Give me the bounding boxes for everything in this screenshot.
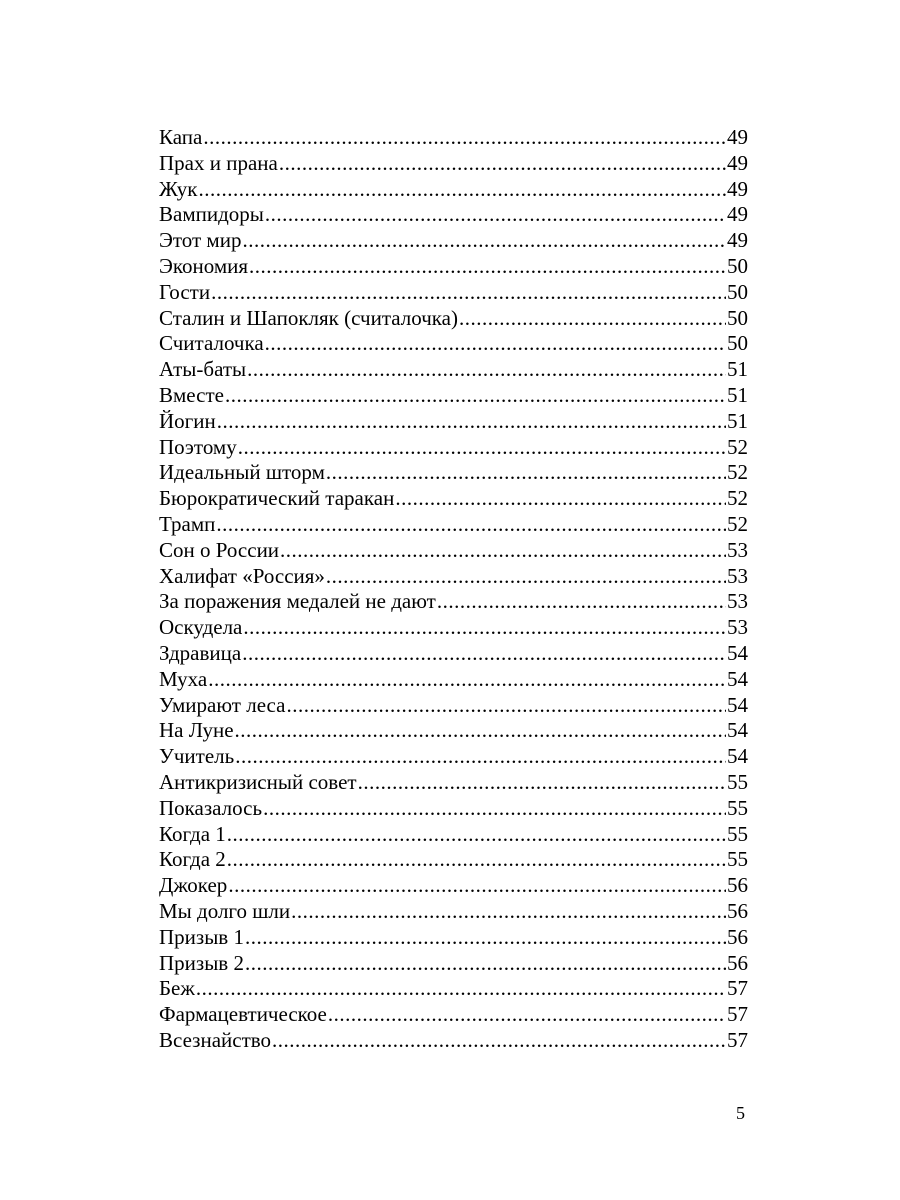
toc-dot-leader — [249, 254, 726, 280]
toc-entry — [159, 280, 748, 306]
toc-dot-leader — [235, 744, 726, 770]
toc-entry-title: Трамп — [159, 511, 216, 536]
toc-entry — [159, 1028, 748, 1054]
toc-entry — [159, 228, 748, 254]
toc-entry-page: 57 — [727, 976, 748, 1001]
toc-entry-page: 53 — [727, 563, 748, 588]
toc-entry-page: 54 — [727, 640, 748, 665]
toc-entry-page: 55 — [727, 821, 748, 846]
toc-entry-page: 56 — [727, 873, 748, 898]
toc-entry-title: Экономия — [159, 253, 249, 278]
toc-entry-title: Показалось — [159, 795, 263, 820]
toc-entry-page: 50 — [727, 279, 748, 304]
toc-entry-page: 52 — [727, 434, 748, 459]
toc-entry-page: 52 — [727, 511, 748, 536]
toc-dot-leader — [208, 667, 726, 693]
toc-dot-leader — [280, 538, 726, 564]
toc-entry-title: Вампидоры — [159, 202, 264, 227]
toc-entry-title: За поражения медалей не дают — [159, 589, 436, 614]
toc-dot-leader — [291, 899, 726, 925]
toc-entry-title: Умирают леса — [159, 692, 286, 717]
toc-entry — [159, 744, 748, 770]
toc-entry-title: Поэтому — [159, 434, 237, 459]
toc-entry — [159, 564, 748, 590]
toc-entry-title: Мы долго шли — [159, 898, 291, 923]
toc-entry — [159, 770, 748, 796]
toc-entry-title: Сталин и Шапокляк (считалочка) — [159, 305, 458, 330]
toc-entry-title: Всезнайство — [159, 1027, 272, 1052]
toc-dot-leader — [245, 925, 726, 951]
toc-entry-page: 53 — [727, 537, 748, 562]
toc-entry-title: Бюрократический таракан — [159, 486, 395, 511]
toc-dot-leader — [199, 177, 727, 203]
toc-entry-title: Муха — [159, 666, 208, 691]
toc-entry-title: Халифат «Россия» — [159, 563, 325, 588]
toc-entry-page: 55 — [727, 769, 748, 794]
toc-dot-leader — [263, 796, 726, 822]
toc-dot-leader — [243, 615, 726, 641]
toc-entry-title: Аты-баты — [159, 357, 247, 382]
toc-entry-title: Гости — [159, 279, 211, 304]
toc-entry — [159, 1002, 748, 1028]
toc-entry — [159, 306, 748, 332]
toc-entry — [159, 822, 748, 848]
toc-entry-page: 56 — [727, 898, 748, 923]
toc-entry-page: 55 — [727, 847, 748, 872]
toc-entry-title: Учитель — [159, 744, 235, 769]
toc-dot-leader — [238, 435, 726, 461]
page-number: 5 — [736, 1103, 745, 1123]
toc-entry-page: 51 — [727, 408, 748, 433]
toc-entry — [159, 177, 748, 203]
toc-entry-page: 50 — [727, 305, 748, 330]
toc-entry — [159, 383, 748, 409]
toc-entry-title: Прах и прана — [159, 150, 278, 175]
toc-dot-leader — [242, 641, 726, 667]
toc-dot-leader — [358, 770, 726, 796]
toc-entry-page: 50 — [727, 253, 748, 278]
toc-entry-title: Идеальный шторм — [159, 460, 325, 485]
toc-entry — [159, 331, 748, 357]
toc-entry-page: 49 — [727, 228, 748, 253]
toc-entry-title: Фармацевтическое — [159, 1002, 327, 1027]
toc-entry-page: 51 — [727, 357, 748, 382]
toc-entry-page: 51 — [727, 382, 748, 407]
toc-entry-page: 49 — [727, 125, 748, 149]
toc-entry — [159, 409, 748, 435]
toc-entry — [159, 615, 748, 641]
toc-dot-leader — [286, 693, 726, 719]
toc-entry — [159, 435, 748, 461]
toc-entry — [159, 925, 748, 951]
toc-entry-title: Капа — [159, 125, 203, 149]
toc-entry — [159, 486, 748, 512]
toc-entry-title: Вместе — [159, 382, 224, 407]
toc-dot-leader — [227, 822, 726, 848]
toc-entry-page: 56 — [727, 950, 748, 975]
toc-dot-leader — [196, 976, 726, 1002]
toc-dot-leader — [228, 873, 726, 899]
toc-entry — [159, 460, 748, 486]
toc-entry-title: Йогин — [159, 408, 216, 433]
toc-dot-leader — [216, 512, 726, 538]
toc-dot-leader — [459, 306, 726, 332]
toc-entry-page: 53 — [727, 589, 748, 614]
toc-entry — [159, 538, 748, 564]
toc-dot-leader — [272, 1028, 726, 1054]
toc-entry-page: 56 — [727, 924, 748, 949]
toc-dot-leader — [235, 718, 726, 744]
toc-entry — [159, 512, 748, 538]
toc-entry — [159, 951, 748, 977]
toc-entry-title: Призыв 2 — [159, 950, 244, 975]
toc-entry — [159, 873, 748, 899]
toc-entry-title: Здравица — [159, 640, 242, 665]
toc-dot-leader — [437, 589, 726, 615]
toc-entry-title: Оскудела — [159, 615, 243, 640]
toc-dot-leader — [203, 125, 726, 151]
toc-entry-page: 54 — [727, 744, 748, 769]
toc-dot-leader — [225, 383, 726, 409]
toc-entry — [159, 202, 748, 228]
toc-entry-title: Считалочка — [159, 331, 264, 356]
toc-entry — [159, 151, 748, 177]
toc-entry-page: 54 — [727, 666, 748, 691]
toc-entry-page: 54 — [727, 718, 748, 743]
toc-dot-leader — [395, 486, 726, 512]
toc-entry-title: Когда 1 — [159, 821, 226, 846]
toc-entry-page: 52 — [727, 486, 748, 511]
toc-entry-page: 49 — [727, 150, 748, 175]
toc-dot-leader — [245, 951, 726, 977]
toc-entry-page: 49 — [727, 176, 748, 201]
toc-dot-leader — [242, 228, 726, 254]
toc-entry-page: 49 — [727, 202, 748, 227]
toc-entry — [159, 667, 748, 693]
toc-entry — [159, 641, 748, 667]
toc-dot-leader — [227, 847, 726, 873]
toc-entry-title: Антикризисный совет — [159, 769, 357, 794]
toc-entry — [159, 796, 748, 822]
toc-entry — [159, 718, 748, 744]
toc-dot-leader — [326, 564, 726, 590]
toc-entry — [159, 693, 748, 719]
toc-entry — [159, 357, 748, 383]
toc-dot-leader — [328, 1002, 726, 1028]
toc-entry-page: 57 — [727, 1002, 748, 1027]
toc-entry — [159, 125, 748, 151]
toc-dot-leader — [326, 460, 726, 486]
toc-entry-title: Этот мир — [159, 228, 242, 253]
toc-entry-page: 54 — [727, 692, 748, 717]
toc-entry — [159, 899, 748, 925]
toc-entry — [159, 847, 748, 873]
toc-entry-page: 53 — [727, 615, 748, 640]
toc-entry-page: 57 — [727, 1027, 748, 1052]
toc-entry-title: Сон о России — [159, 537, 280, 562]
toc-entry — [159, 254, 748, 280]
toc-entry-title: Призыв 1 — [159, 924, 244, 949]
table-of-contents — [159, 125, 748, 1054]
toc-entry-title: Беж — [159, 976, 195, 1001]
toc-entry — [159, 589, 748, 615]
toc-dot-leader — [265, 202, 726, 228]
toc-dot-leader — [265, 331, 726, 357]
toc-entry — [159, 976, 748, 1002]
toc-dot-leader — [217, 409, 726, 435]
toc-entry-page: 50 — [727, 331, 748, 356]
toc-dot-leader — [279, 151, 726, 177]
toc-entry-page: 55 — [727, 795, 748, 820]
toc-entry-title: На Луне — [159, 718, 234, 743]
toc-entry-title: Жук — [159, 176, 198, 201]
toc-entry-title: Джокер — [159, 873, 228, 898]
toc-entry-page: 52 — [727, 460, 748, 485]
toc-entry-title: Когда 2 — [159, 847, 226, 872]
toc-dot-leader — [247, 357, 726, 383]
toc-dot-leader — [211, 280, 726, 306]
